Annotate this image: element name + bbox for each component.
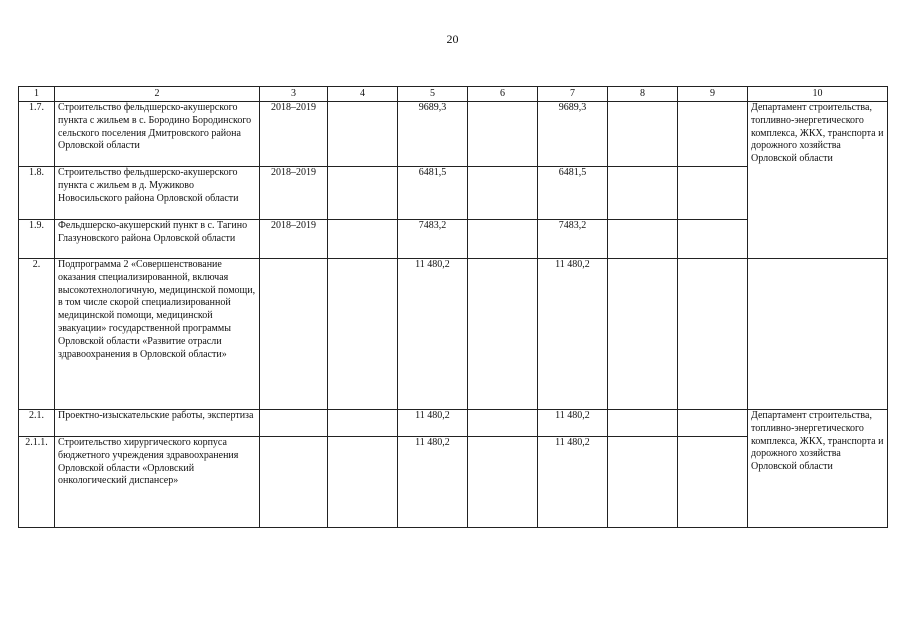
row-col-4	[328, 437, 398, 528]
row-col-7: 9689,3	[538, 102, 608, 167]
row-col-8	[608, 259, 678, 410]
row-col-9	[678, 102, 748, 167]
row-col-5: 11 480,2	[398, 259, 468, 410]
row-col-9	[678, 410, 748, 437]
row-executor: Департамент строительства, топливно-энергетического комплекса, ЖКХ, транспорта и дорожного хозяйства Орловской области	[748, 410, 888, 528]
row-col-5: 11 480,2	[398, 410, 468, 437]
row-col-4	[328, 259, 398, 410]
row-col-5: 9689,3	[398, 102, 468, 167]
row-col-8	[608, 167, 678, 220]
row-col-9	[678, 220, 748, 259]
row-name: Подпрограмма 2 «Совершенствование оказания специализированной, включая высокотехнологичную, медицинской помощи, в том числе скорой специализированной медицинской помощи, медицинской эвакуации» государственной программы Орловской области «Развитие отрасли здравоохранения в Орловской области»	[55, 259, 260, 410]
table-header-row	[19, 87, 888, 102]
row-col-7: 11 480,2	[538, 410, 608, 437]
row-col-9	[678, 259, 748, 410]
row-col-7: 6481,5	[538, 167, 608, 220]
row-col-4	[328, 410, 398, 437]
row-number: 1.8.	[19, 167, 55, 220]
row-period: 2018–2019	[260, 167, 328, 220]
row-col-8	[608, 410, 678, 437]
row-name: Строительство хирургического корпуса бюджетного учреждения здравоохранения Орловской области «Орловский онкологический диспансер»	[55, 437, 260, 528]
column-header: 6	[468, 87, 538, 102]
row-col-4	[328, 167, 398, 220]
row-col-5: 7483,2	[398, 220, 468, 259]
column-header: 5	[398, 87, 468, 102]
row-number: 2.	[19, 259, 55, 410]
column-header: 2	[55, 87, 260, 102]
row-col-6	[468, 410, 538, 437]
table-row	[19, 259, 888, 410]
row-name: Строительство фельдшерско-акушерского пункта с жильем в с. Бородино Бородинского сельского поселения Дмитровского района Орловской области	[55, 102, 260, 167]
row-period	[260, 410, 328, 437]
row-col-9	[678, 437, 748, 528]
row-col-9	[678, 167, 748, 220]
column-header: 1	[19, 87, 55, 102]
column-header: 10	[748, 87, 888, 102]
row-number: 1.9.	[19, 220, 55, 259]
page-number: 20	[446, 32, 459, 46]
row-col-6	[468, 102, 538, 167]
column-header: 3	[260, 87, 328, 102]
row-col-8	[608, 437, 678, 528]
row-col-7: 7483,2	[538, 220, 608, 259]
row-period: 2018–2019	[260, 102, 328, 167]
row-number: 2.1.1.	[19, 437, 55, 528]
column-header: 8	[608, 87, 678, 102]
row-period	[260, 259, 328, 410]
row-period: 2018–2019	[260, 220, 328, 259]
row-name: Проектно-изыскательские работы, экспертиза	[55, 410, 260, 437]
budget-table	[18, 86, 888, 528]
row-col-6	[468, 259, 538, 410]
row-col-7: 11 480,2	[538, 259, 608, 410]
row-col-8	[608, 102, 678, 167]
row-executor: Департамент строительства, топливно-энергетического комплекса, ЖКХ, транспорта и дорожного хозяйства Орловской области	[748, 102, 888, 259]
row-col-8	[608, 220, 678, 259]
column-header: 7	[538, 87, 608, 102]
row-col-5: 11 480,2	[398, 437, 468, 528]
table-row	[19, 410, 888, 437]
row-col-7: 11 480,2	[538, 437, 608, 528]
table-row	[19, 102, 888, 167]
row-name: Строительство фельдшерско-акушерского пункта с жильем в д. Мужиково Новосильского района Орловской области	[55, 167, 260, 220]
row-number: 1.7.	[19, 102, 55, 167]
column-header: 9	[678, 87, 748, 102]
row-col-6	[468, 220, 538, 259]
row-col-4	[328, 102, 398, 167]
row-col-5: 6481,5	[398, 167, 468, 220]
row-col-6	[468, 167, 538, 220]
row-executor	[748, 259, 888, 410]
row-col-4	[328, 220, 398, 259]
row-period	[260, 437, 328, 528]
row-name: Фельдшерско-акушерский пункт в с. Тагино Глазуновского района Орловской области	[55, 220, 260, 259]
column-header: 4	[328, 87, 398, 102]
row-number: 2.1.	[19, 410, 55, 437]
row-col-6	[468, 437, 538, 528]
